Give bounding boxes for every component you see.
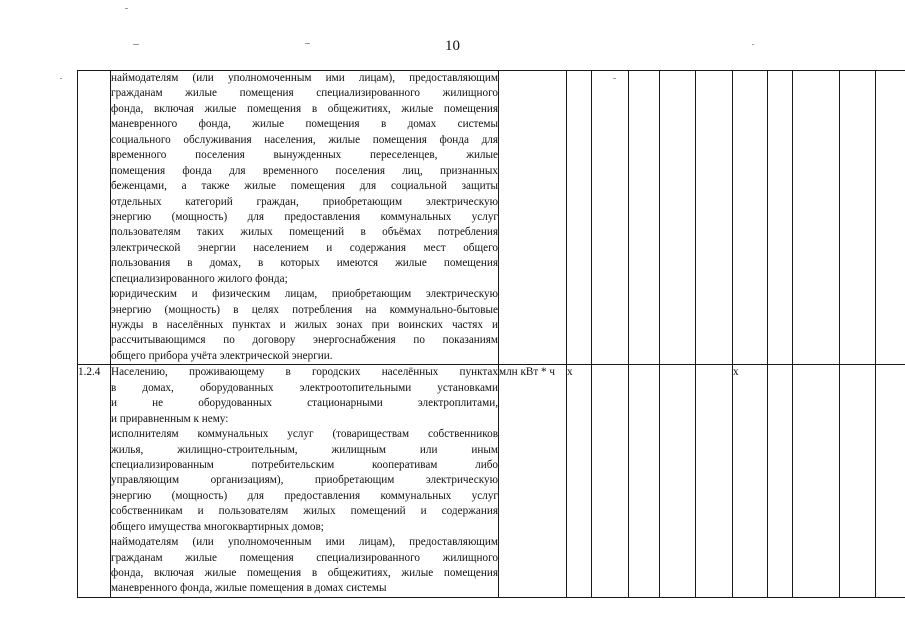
value-cell: х: [567, 365, 592, 598]
page-number: 10: [445, 38, 460, 54]
description-cell: [111, 365, 499, 598]
value-cell: [629, 71, 660, 365]
value-cell: [768, 71, 793, 365]
description-line: энергию (мощность) для предоставления коммунальных услуг: [111, 210, 498, 223]
description-line: юридическим и физическим лицам, приобретающим электрическую: [111, 288, 498, 301]
description-line: собственникам и пользователям жилых помещений и содержания: [111, 505, 498, 518]
value-cell: [629, 365, 660, 598]
description-line: Населению, проживающему в городских населённых пунктах: [111, 366, 498, 379]
description-line: наймодателям (или уполномоченным ими лицам), предоставляющим: [111, 536, 498, 549]
description-line: общего прибора учёта электрической энергии.: [111, 349, 333, 362]
value-cell: [733, 71, 768, 365]
description-line: временного поселения вынужденных переселенцев, жилые: [111, 149, 498, 162]
description-line: жилья, жилищно-строительным, жилищным или иным: [111, 443, 498, 456]
description-line: гражданам жилые помещения специализированного жилищного: [111, 87, 498, 100]
unit-cell: млн кВт * ч: [499, 365, 567, 598]
scan-speck: [133, 44, 139, 45]
value-cell: [696, 365, 733, 598]
item-number-cell: 1.2.4: [78, 365, 111, 598]
unit-cell: [499, 71, 567, 365]
description-line: электрической энергии населением и содержания мест общего: [111, 241, 498, 254]
value-cell: [592, 365, 629, 598]
value-cell: [567, 71, 592, 365]
tariff-table: [77, 70, 905, 598]
value-cell: [660, 71, 696, 365]
description-line: управляющим организациям), приобретающим электрическую: [111, 474, 498, 487]
value-cell: [876, 71, 905, 365]
description-line: помещения фонда для временного поселения лиц, признанных: [111, 164, 498, 177]
table-row: [78, 365, 905, 598]
description-line: отдельных категорий граждан, приобретающим электрическую: [111, 195, 498, 208]
value-cell: [768, 365, 793, 598]
description-line: нужды в населённых пунктах и жилых зонах при воинских частях и: [111, 319, 498, 331]
description-line: и не оборудованных стационарными электроплитами,: [111, 397, 498, 410]
value-cell: [840, 71, 876, 365]
description-line: энергию (мощность) для предоставления коммунальных услуг: [111, 489, 498, 502]
description-cell: [111, 71, 499, 365]
value-cell: [660, 365, 696, 598]
description-line: пользователям таких жилых помещений в объёмах потребления: [111, 226, 498, 239]
value-cell: [876, 365, 905, 598]
description-line: социального обслуживания населения, жилые помещения фонда для: [111, 133, 498, 146]
description-line: маневренного фонда, жилые помещения в домах системы: [111, 118, 498, 131]
value-cell: [840, 365, 876, 598]
item-number-cell: [78, 71, 111, 365]
scan-speck: [752, 44, 754, 45]
description-line: общего имущества многоквартирных домов;: [111, 520, 324, 533]
description-line: беженцами, а также жилые помещения для социальной защиты: [111, 180, 498, 193]
value-cell: [793, 71, 840, 365]
description-line: исполнителям коммунальных услуг (товариществам собственников: [111, 428, 498, 441]
scan-speck: [305, 43, 310, 44]
description-line: гражданам жилые помещения специализированного жилищного: [111, 551, 498, 564]
description-line: маневренного фонда, жилые помещения в домах системы: [111, 582, 387, 595]
description-line: рассчитывающимся по договору энергоснабжения по показаниям: [111, 334, 498, 347]
description-line: специализированного жилого фонда;: [111, 272, 288, 285]
value-cell: х: [733, 365, 768, 598]
description-line: наймодателям (или уполномоченным ими лицам), предоставляющим: [111, 72, 498, 84]
value-cell: [592, 71, 629, 365]
value-cell: [793, 365, 840, 598]
description-line: в домах, оборудованных электроотопительными установками: [111, 381, 498, 394]
description-line: фонда, включая жилые помещения в общежитиях, жилые помещения: [111, 102, 498, 115]
description-line: пользования в домах, в которых имеются жилые помещения: [111, 257, 498, 270]
description-line: энергию (мощность) в целях потребления на коммунально-бытовые: [111, 303, 498, 316]
scan-speck: [60, 78, 62, 79]
table-row: [78, 71, 905, 365]
scan-speck: [125, 8, 128, 9]
value-cell: [696, 71, 733, 365]
description-line: фонда, включая жилые помещения в общежитиях, жилые помещения: [111, 567, 498, 579]
description-line: специализированным потребительским кооперативам либо: [111, 458, 498, 471]
description-line: и приравненным к нему:: [111, 412, 229, 425]
